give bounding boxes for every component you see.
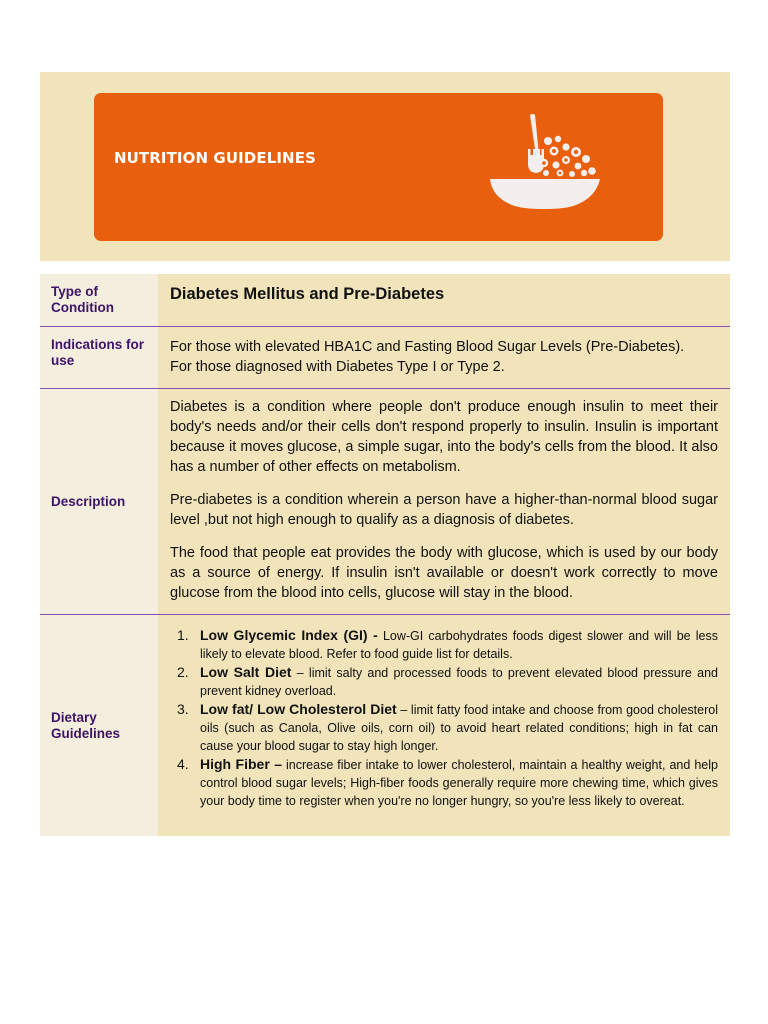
guidelines-table — [40, 274, 730, 836]
list-item — [170, 626, 718, 663]
indication-line: For those with elevated HBA1C and Fasting Blood Sugar Levels (Pre-Diabetes). — [170, 339, 685, 355]
row-value-indications — [158, 327, 730, 388]
list-item-number: 3. — [177, 701, 189, 717]
condition-title: Diabetes Mellitus and Pre-Diabetes — [170, 285, 445, 303]
indication-line: For those diagnosed with Diabetes Type I or Type 2. — [170, 359, 505, 375]
header-card — [94, 93, 663, 241]
row-value-description — [158, 389, 730, 614]
list-item-text: increase fiber intake to lower cholesterol, maintain a healthy weight, and help control blood sugar levels; High-fiber foods generally require more chewing time, which gives your body time to register when you're no longer hungry, so you're less likely to overeat. — [200, 758, 718, 808]
row-label-dietary-text: Dietary Guidelines — [51, 709, 121, 741]
table-row-indications — [40, 327, 730, 389]
list-item-lead: High Fiber – — [200, 756, 282, 772]
row-value-dietary — [158, 615, 730, 836]
list-item-lead: Low fat/ Low Cholesterol Diet — [200, 701, 397, 717]
list-item — [170, 755, 718, 810]
row-label-condition: Type of Condition — [40, 274, 158, 326]
row-label-description-text: Description — [51, 493, 126, 509]
list-item — [170, 700, 718, 755]
table-row-condition — [40, 274, 730, 327]
list-item-lead: Low Glycemic Index (GI) - — [200, 627, 378, 643]
table-row-description — [40, 389, 730, 615]
row-value-condition — [158, 274, 730, 326]
cereal-bowl-icon — [486, 103, 606, 213]
row-label-indications: Indications for use — [40, 327, 158, 388]
header-band — [40, 72, 730, 261]
list-item — [170, 663, 718, 700]
description-paragraph: Diabetes is a condition where people don't produce enough insulin to meet their body's needs and/or their cells don't respond properly to insulin. Insulin is important because it moves glucose, a simple sugar, into the body's cells from the blood. It also has a number of other effects on metabolism. — [170, 399, 718, 475]
list-item-text: – limit salty and processed foods to prevent elevated blood pressure and prevent kidney overload. — [200, 666, 718, 698]
description-paragraph: The food that people eat provides the body with glucose, which is used by our body as a source of energy. If insulin isn't available or doesn't work correctly to move glucose from the blood into cells, glucose will stay in the blood. — [170, 545, 718, 601]
table-row-dietary — [40, 615, 730, 836]
list-item-number: 4. — [177, 756, 189, 772]
row-label-dietary — [40, 615, 158, 836]
list-item-lead: Low Salt Diet — [200, 664, 292, 680]
description-paragraph: Pre-diabetes is a condition wherein a person have a higher-than-normal blood sugar level ,but not high enough to qualify as a diagnosis of diabetes. — [170, 492, 718, 528]
list-item-text: – limit fatty food intake and choose from good cholesterol oils (such as Canola, Olive oils, corn oil) to avoid heart related conditions; high in fat can cause your blood sugar to stay high longer. — [200, 703, 718, 753]
list-item-number: 2. — [177, 664, 189, 680]
list-item-text: Low-GI carbohydrates foods digest slower and will be less likely to elevate blood. Refer to food guide list for details. — [200, 629, 718, 661]
dietary-list — [170, 625, 718, 810]
row-label-description — [40, 389, 158, 614]
page-title: NUTRITION GUIDELINES — [114, 149, 316, 167]
list-item-number: 1. — [177, 627, 189, 643]
